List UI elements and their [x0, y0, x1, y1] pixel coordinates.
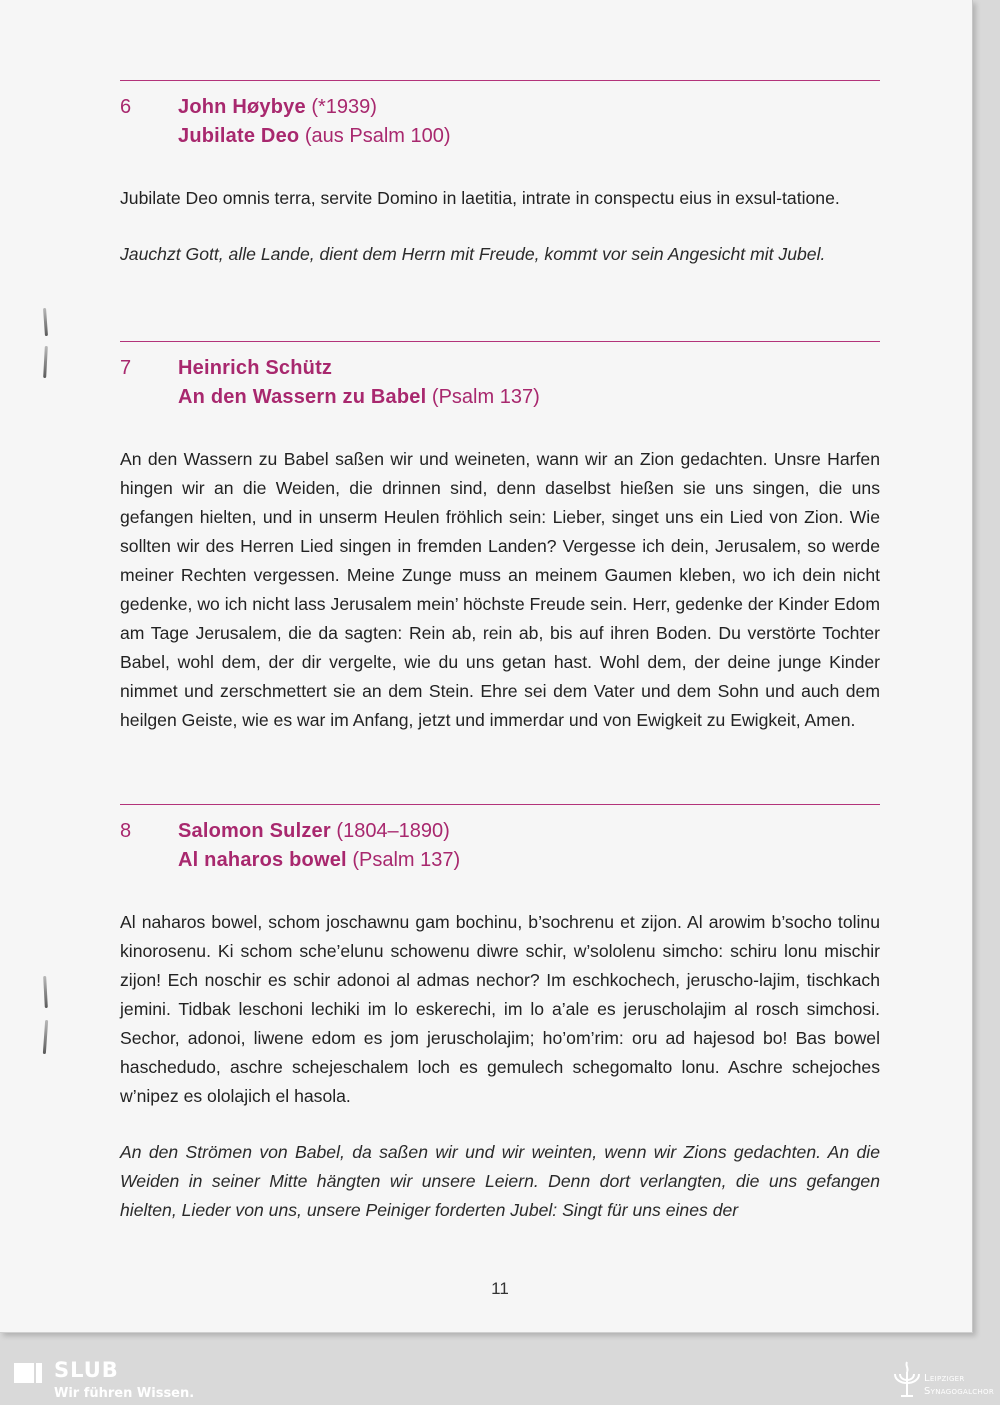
- composer-name: Heinrich Schütz: [178, 357, 333, 379]
- work-title: Al naharos bowel: [178, 849, 347, 871]
- section-number: 7: [120, 357, 132, 379]
- work-source: (Psalm 137): [352, 849, 461, 871]
- translation-text: An den Strömen von Babel, da saßen wir und wir weinten, wenn wir Zions gedachten. An die Weiden in seiner Mitte hängten wir unsere Leiern. Denn dort verlangten, die uns gefangen hielten, Lieder von uns, unsere Peiniger forderten Jubel: Singt für uns eines der: [120, 1142, 880, 1220]
- menorah-icon: [890, 1358, 924, 1400]
- slub-logo-icon: [12, 1360, 46, 1386]
- section-heading: [120, 817, 880, 875]
- section-heading: [120, 354, 880, 412]
- page-number: 11: [491, 1279, 509, 1298]
- work-source: (aus Psalm 100): [304, 125, 451, 147]
- choir-name: [924, 1372, 994, 1398]
- original-text: Al naharos bowel, schom joschawnu gam bochinu, b’sochrenu et zijon. Al arowim b’socho tolinu kinorosenu. Ki schom sche’elunu schowenu diwre schir, w’sololenu simcho: schiru lonu mischir zijon! Ech noschir es schir adonoi al admas nechor? Im eschkochech, jeruscho-lajim, tischkach jemini. Tidbak leschoni lechiki im lo eskerechi, im lo a’ale es jeruscholajim al rosch simchosi. Sechor, adonoi, liwene edom es jom jeruscholajim; ho’om’rim: oru ad hajesod bo! Bas bowel haschedudo, aschre schejeschalem loch es gemulech schegomalto lonu. Aschre schejoches w’nipez es ololajich el hasola.: [120, 912, 880, 1106]
- staple-bottom: [38, 968, 54, 1058]
- library-name: SLUB: [54, 1358, 119, 1382]
- work-title: Jubilate Deo: [178, 125, 300, 147]
- section-number: 6: [120, 96, 132, 118]
- section-heading: [120, 93, 880, 151]
- section-divider: [120, 804, 880, 805]
- section-7: [120, 341, 880, 735]
- work-title: An den Wassern zu Babel: [178, 386, 427, 408]
- original-text: An den Wassern zu Babel saßen wir und weineten, wann wir an Zion gedachten. Unsre Harfen hingen wir an die Weiden, die drinnen sind, denn daselbst hießen sie uns singen, die uns gefangen hielten, und in unserm Heulen fröhlich sein: Lieber, singet uns ein Lied von Zion. Wie sollten wir des Herren Lied singen in fremden Landen? Vergesse ich dein, Jerusalem, so werde meiner Rechten vergessen. Meine Zunge muss an meinem Gaumen kleben, wo ich dein nicht gedenke, wo ich nicht lass Jerusalem mein’ höchste Freude sein. Herr, gedenke der Kinder Edom am Tage Jerusalem, die da sagten: Rein ab, rein ab, bis auf ihren Boden. Du verstörte Tochter Babel, wohl dem, der dir vergelte, wie du uns getan hast. Wohl dem, der deine junge Kinder nimmet und zerschmettert sie an dem Stein. Ehre sei dem Vater und dem Sohn und auch dem heilgen Geiste, wie es war im Anfang, jetzt und immerdar und von Ewigkeit zu Ewigkeit, Amen.: [120, 449, 880, 730]
- staple-top: [38, 300, 54, 380]
- library-tagline: Wir führen Wissen.: [54, 1386, 195, 1401]
- composer-name: John Høybye: [178, 96, 306, 118]
- composer-name: Salomon Sulzer: [178, 820, 331, 842]
- section-divider: [120, 80, 880, 81]
- composer-dates: (*1939): [311, 96, 377, 118]
- composer-dates: (1804–1890): [336, 820, 450, 842]
- section-8: [120, 804, 880, 1225]
- footer-bar: [0, 1352, 1000, 1405]
- choir-name-line2: Synagogalchor: [924, 1386, 994, 1397]
- section-6: [120, 80, 880, 269]
- choir-name-line1: Leipziger: [924, 1373, 965, 1384]
- section-number: 8: [120, 820, 132, 842]
- translation-text: Jauchzt Gott, alle Lande, dient dem Herrn mit Freude, kommt vor sein Angesicht mit Jubel.: [120, 244, 826, 264]
- work-source: (Psalm 137): [431, 386, 540, 408]
- section-divider: [120, 341, 880, 342]
- original-text: Jubilate Deo omnis terra, servite Domino in laetitia, intrate in conspectu eius in exsul-tatione.: [120, 188, 840, 208]
